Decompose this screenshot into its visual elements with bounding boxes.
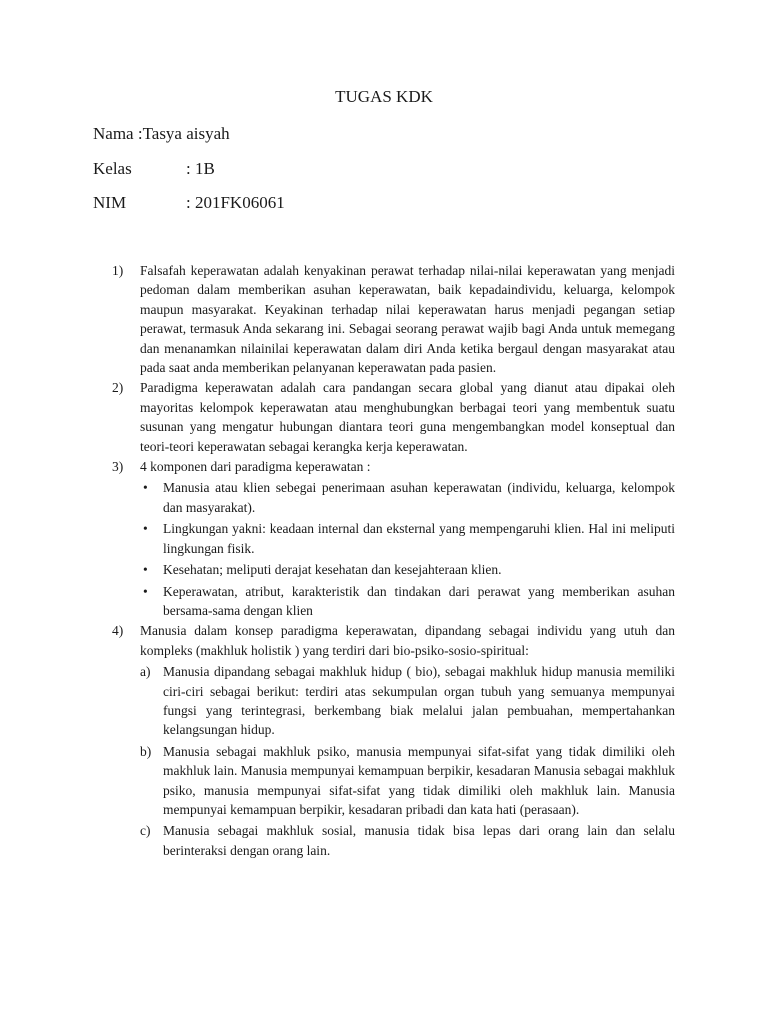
- bullet-item: [140, 560, 675, 579]
- kelas-row: [93, 159, 215, 179]
- kelas-value: : 1B: [186, 159, 215, 178]
- sub-item: [140, 742, 675, 820]
- sub-item-text: Manusia dipandang sebagai makhluk hidup ( bio), sebagai makhluk hidup manusia memiliki ciri-ciri sebagai berikut: terdiri atas sekumpulan organ tubuh yang semuanya mempunyai fungsi yang terintegrasi, berkembang biak melalui jalan pembuahan, mempertahankan kelangsungan hidup.: [163, 664, 675, 738]
- sub-item-marker: c): [140, 823, 151, 839]
- name-row: [93, 124, 230, 144]
- name-label: Nama :: [93, 124, 143, 143]
- item-number: 4): [112, 623, 124, 639]
- item-text: Falsafah keperawatan adalah kenyakinan perawat terhadap nilai-nilai keperawatan yang menjadi pedoman dalam memberikan asuhan keperawatan, baik kepadaindividu, keluarga, kelompok maupun masyarakat. Keyakinan terhadap nilai keperawatan harus menjadi pegangan setiap perawat, termasuk Anda sekarang ini. Sebagai seorang perawat wajib bagi Anda untuk memegang dan menanamkan nilainilai keperawatan dalam diri Anda ketika bergaul dengan masyarakat atau pada saat anda memberikan pelanyanan keperawatan pada pasien.: [140, 263, 675, 376]
- bullet-text: Manusia atau klien sebegai penerimaan asuhan keperawatan (individu, keluarga, kelompok dan masyarakat).: [163, 480, 675, 515]
- document-title: TUGAS KDK: [335, 87, 433, 106]
- item-number: 1): [112, 263, 124, 278]
- numbered-list: [112, 261, 675, 861]
- bullet-item: [140, 582, 675, 621]
- sub-item: [140, 662, 675, 740]
- list-item: [112, 261, 675, 377]
- bullet-text: Kesehatan; meliputi derajat kesehatan dan kesejahteraan klien.: [163, 562, 502, 578]
- list-item: [112, 457, 675, 620]
- item-text: Manusia dalam konsep paradigma keperawatan, dipandang sebagai individu yang utuh dan kompleks (makhluk holistik ) yang terdiri dari bio-psiko-sosio-spiritual:: [140, 623, 675, 658]
- sub-item-marker: b): [140, 743, 152, 759]
- bullet-item: [140, 478, 675, 517]
- item-number: 3): [112, 459, 124, 475]
- sub-item: [140, 821, 675, 860]
- sub-item-text: Manusia sebagai makhluk psiko, manusia mempunyai sifat-sifat yang tidak dimiliki oleh makhluk lain. Manusia mempunyai kemampuan berpikir, kesadaran Manusia sebagai makhluk psiko, manusia mempunyai sifat-sifat yang tidak dimiliki oleh makhluk lain. Manusia mempunyai kemampuan berpikir, kesadaran pribadi dan kata hati (perasaan).: [163, 743, 675, 817]
- item-number: 2): [112, 380, 124, 396]
- kelas-label: Kelas: [93, 159, 132, 178]
- bullet-text: Keperawatan, atribut, karakteristik dan tindakan dari perawat yang memberikan asuhan bersama-sama dengan klien: [163, 583, 675, 618]
- name-value: Tasya aisyah: [142, 124, 230, 143]
- item-text: Paradigma keperawatan adalah cara pandangan secara global yang dianut atau dipakai oleh mayoritas kelompok keperawatan atau menghubungkan berbagai teori yang membentuk suatu susunan yang mengatur hubungan diantara teori guna mengembangkan model konseptual dan teori-teori keperawatan sebagai kerangka kerja keperawatan.: [140, 380, 675, 454]
- item-text: 4 komponen dari paradigma keperawatan :: [140, 459, 371, 475]
- list-item: [112, 378, 675, 456]
- bullet-icon: •: [143, 583, 148, 599]
- bullet-text: Lingkungan yakni: keadaan internal dan eksternal yang mempengaruhi klien. Hal ini meliputi lingkungan fisik.: [163, 521, 675, 556]
- bullet-icon: •: [143, 521, 148, 537]
- sub-item-marker: a): [140, 664, 151, 680]
- sub-item-text: Manusia sebagai makhluk sosial, manusia tidak bisa lepas dari orang lain dan selalu berinteraksi dengan orang lain.: [163, 823, 675, 858]
- nim-row: [93, 193, 285, 213]
- list-item: [112, 621, 675, 860]
- nim-label: NIM: [93, 193, 127, 212]
- bullet-item: [140, 519, 675, 558]
- nim-value: : 201FK06061: [186, 193, 285, 212]
- bullet-icon: •: [143, 480, 148, 496]
- bullet-icon: •: [143, 562, 148, 578]
